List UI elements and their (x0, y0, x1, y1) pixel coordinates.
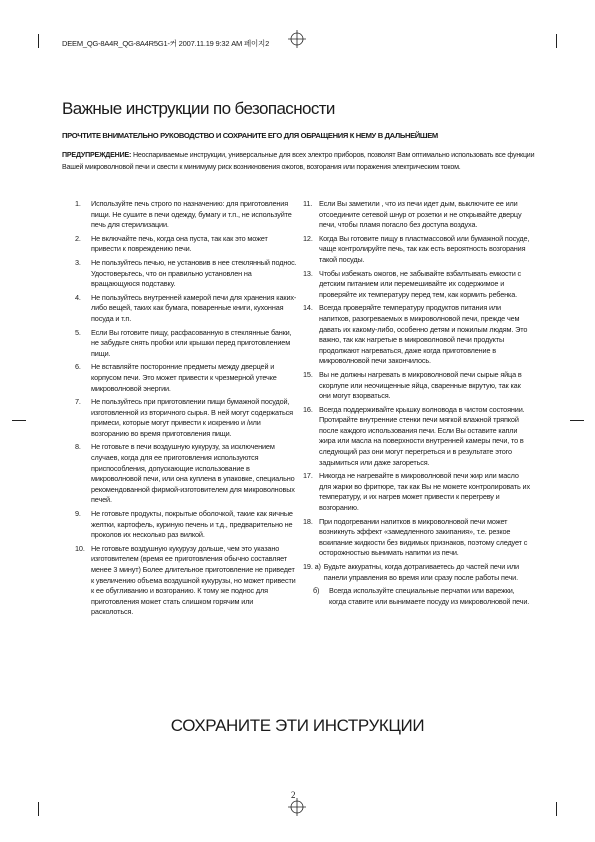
warning-text: Неоспариваемые инструкции, универсальные для всех электро приборов, позволят Вам оптимально использовать все функции Вашей микроволновой печи и свести к минимуму риск возникновения ожогов, возгорания или поражения электрическим током. (62, 151, 535, 171)
page-title: Важные инструкции по безопасности (62, 99, 335, 118)
instruction-text: Не готовьте в печи воздушную кукурузу, за исключением случаев, когда для ее приготовления используются приспособления, допускающие использование в микроволновой печи, или она куплена в упаковке, специально рекомендованной фирмой-изготовителем для микроволновых печей. (91, 442, 295, 505)
registration-mark-icon (288, 30, 306, 48)
instruction-number: 8. (75, 442, 81, 452)
instruction-item (75, 442, 297, 506)
instruction-item (303, 199, 531, 231)
crop-mark-bottom-right (556, 802, 557, 816)
instruction-number: 19. а) (303, 562, 321, 571)
instructions-right-column (303, 199, 531, 610)
instruction-item (303, 269, 531, 301)
instruction-text: Всегда поддерживайте крышку волновода в чистом состоянии. Протирайте внутренние стенки печи мягкой влажной тряпкой после каждого использования печи. Если Вы оставите капли жира или масла на поверхности внутренней камеры печи, то в следующий раз они могут перегреться и в результате этого задымиться или даже загореться. (319, 404, 525, 467)
instruction-item (303, 517, 531, 559)
instruction-number: 2. (75, 233, 81, 243)
instruction-item (303, 562, 531, 583)
instruction-text: Не пользуйтесь при приготовлении пищи бумажной посудой, изготовленной из вторичного сырья. В ней могут содержаться примеси, которые могут привести к искрению и /или возгоранию во время приготовления пищи. (91, 397, 293, 438)
instruction-text: Вы не должны нагревать в микроволновой печи сырые яйца в скорлупе или неочищенные яйца, сваренные вкрутую, так как они могут взорваться. (319, 369, 522, 401)
instruction-number: 17. (303, 471, 313, 481)
instruction-number: б) (313, 586, 320, 596)
instruction-number: 6. (75, 362, 81, 372)
instruction-text: Если Вы готовите пищу, расфасованную в стеклянные банки, не забудьте снять пробки или крышки перед приготовлением пищи. (91, 327, 292, 358)
instruction-text: Не вставляйте посторонние предметы между дверцей и корпусом печи. Это может привести к чрезмерной утечке микроволновой энергии. (91, 362, 277, 393)
crop-mark-top-right (556, 34, 557, 48)
instruction-item (75, 328, 297, 360)
instruction-number: 3. (75, 257, 81, 267)
instruction-item (303, 370, 531, 402)
instruction-text: Никогда не нагревайте в микроволновой печи жир или масло для жарки во фритюре, так как Вы не можете контролировать их температуру, и их нагрев может привести к перегреву и возгоранию. (319, 471, 530, 513)
instruction-number: 5. (75, 327, 81, 337)
crop-mark-top-left (38, 34, 39, 48)
print-header-label: DEEM_QG-8A4R_QG-8A4R5G1-커 2007.11.19 9:32 AM 페이지2 (62, 39, 270, 48)
instruction-item (75, 258, 297, 290)
warning-label: ПРЕДУПРЕЖДЕНИЕ: (62, 151, 132, 159)
instruction-number: 1. (75, 199, 81, 208)
footer-title: СОХРАНИТЕ ЭТИ ИНСТРУКЦИИ (170, 716, 425, 735)
instruction-text: Когда Вы готовите пищу в пластмассовой или бумажной посуде, чаще контролируйте печь, так как есть вероятность возгорания такой посуды. (319, 233, 530, 264)
instruction-number: 4. (75, 292, 81, 302)
instructions-left-column (75, 199, 297, 621)
instruction-number: 10. (75, 543, 85, 553)
instruction-number: 9. (75, 509, 81, 519)
instruction-item (75, 234, 297, 255)
instruction-number: 15. (303, 369, 313, 379)
instruction-number: 11. (303, 199, 313, 208)
warning-paragraph (62, 150, 538, 173)
crop-mark-bottom-left (38, 802, 39, 816)
instruction-text: Будьте аккуратны, когда дотрагиваетесь до частей печи или панели управления во время или сразу после работы печи. (323, 562, 519, 582)
instruction-number: 18. (303, 516, 313, 526)
instruction-number: 7. (75, 397, 81, 407)
instruction-item (303, 405, 531, 469)
instruction-number: 12. (303, 233, 313, 243)
registration-mark-bottom-icon (288, 798, 306, 816)
instruction-item (303, 471, 531, 513)
instruction-text: Если Вы заметили , что из печи идет дым, выключите ее или отсоедините сетевой шнур от розетки и не открывайте дверцу печи, чтобы пламя погасло без доступа воздуха. (319, 199, 522, 230)
instruction-text: Не включайте печь, когда она пуста, так как это может привести к повреждению печи. (91, 233, 268, 254)
instruction-text: Не пользуйтесь внутренней камерой печи для хранения каких-либо вещей, таких как бумага, поваренные книги, кухонная посуда и т.п. (91, 292, 297, 323)
page-subtitle: ПРОЧТИТЕ ВНИМАТЕЛЬНО РУКОВОДСТВО И СОХРАНИТЕ ЕГО ДЛЯ ОБРАЩЕНИЯ К НЕМУ В ДАЛЬНЕЙШЕМ (62, 131, 438, 140)
instruction-text: Не пользуйтесь печью, не установив в нее стеклянный поднос. Удостоверьтесь, что он правильно установлен на вращающуюся подставку. (91, 257, 297, 289)
instruction-number: 14. (303, 303, 313, 313)
instruction-item (303, 303, 531, 367)
instruction-item (303, 586, 531, 607)
page-number: 2 (291, 790, 296, 800)
instruction-number: 13. (303, 268, 313, 278)
instruction-item (75, 199, 297, 231)
instruction-text: Не готовьте продукты, покрытые оболочкой, такие как яичные желтки, картофель, куриную печень и т.д., предварительно не проколов их несколько раз вилкой. (91, 509, 293, 540)
instruction-item (303, 234, 531, 266)
instruction-number: 16. (303, 404, 313, 414)
instruction-text: Используйте печь строго по назначению: для приготовления пищи. Не сушите в печи одежду, бумагу и т.п., не используйте печь для стерилизации. (91, 199, 292, 230)
instruction-item (75, 397, 297, 439)
crop-mark-mid-left (12, 420, 26, 421)
instruction-item (75, 362, 297, 394)
crop-mark-mid-right (570, 420, 584, 421)
instruction-text: Не готовьте воздушную кукурузу дольше, чем это указано изготовителем (время ее приготовления обычно составляет менее 3 минут) Более длительное приготовление не приведет к увеличению объема воздушной кукурузы, но может привести к ее обугливанию и возгоранию. К тому же поднос для приготовления может стать слишком горячим или расколоться. (91, 543, 296, 617)
instruction-item (75, 509, 297, 541)
instruction-text: При подогревании напитков в микроволновой печи может возникнуть эффект «замедленного закипания», т.е. резкое вскипание жидкости без видимых признаков, поэтому следует с осторожностью вынимать напитки из печи. (319, 516, 528, 558)
instruction-item (75, 544, 297, 618)
instruction-item (75, 293, 297, 325)
instruction-text: Всегда используйте специальные перчатки или варежки, когда ставите или вынимаете посуду из микроволновой печи. (329, 586, 530, 606)
instruction-text: Всегда проверяйте температуру продуктов питания или напитков, разогреваемых в микроволновой печи, прежде чем давать их какому-либо, особенно детям и пожилым людям. Это важно, так как нагретые в микроволновой печи продукты продолжают нагреваться, даже когда приготовление в микроволновой печи закончилось. (319, 303, 528, 366)
instruction-text: Чтобы избежать ожогов, не забывайте взбалтывать емкости с детским питанием или перемешивайте их содержимое и проверяйте их температуру перед тем, как кормить ребенка. (319, 268, 522, 299)
